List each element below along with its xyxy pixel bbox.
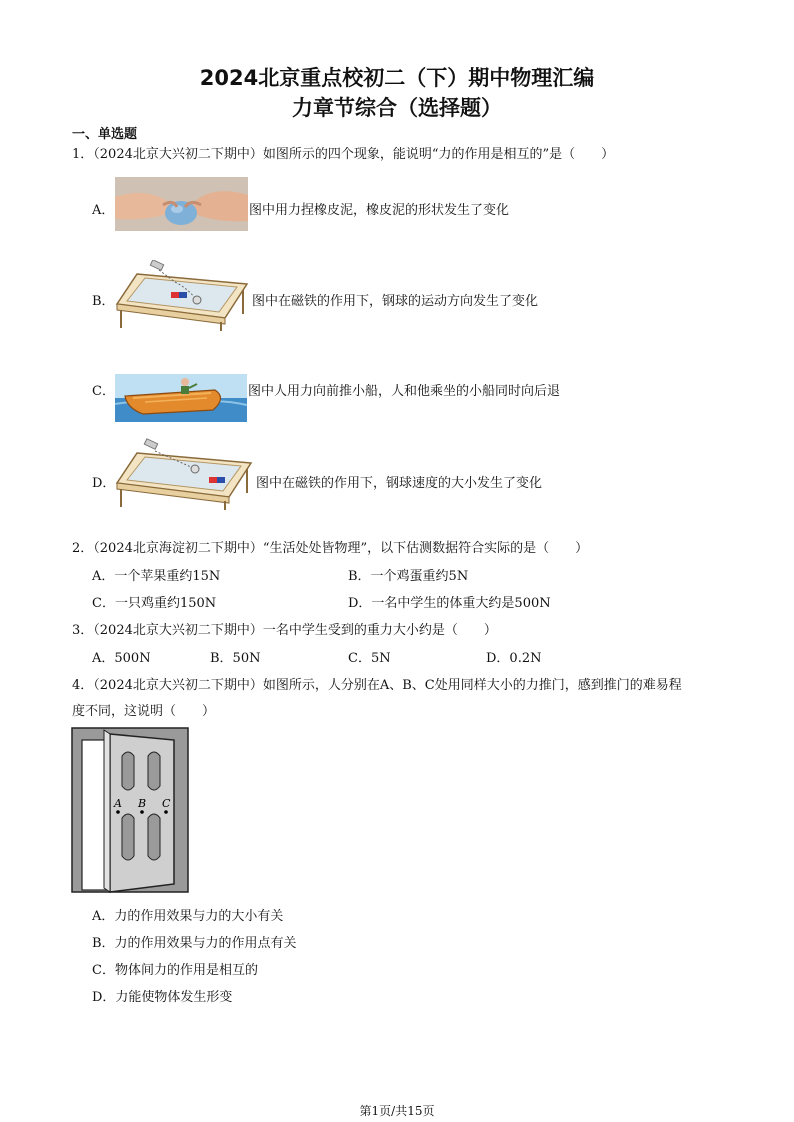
boat-push-image <box>115 374 247 422</box>
q3-option-a: A．500N <box>92 651 151 666</box>
q1-option-d-text: 图中在磁铁的作用下，钢球速度的大小发生了变化 <box>256 476 543 491</box>
q4-option-d: D．力能使物体发生形变 <box>92 990 233 1005</box>
q2-option-d: D．一名中学生的体重大约是500N <box>348 596 551 611</box>
q1-option-c-label: C． <box>92 384 115 399</box>
question-1-stem: 1．（2024北京大兴初二下期中）如图所示的四个现象，能说明“力的作用是相互的”是（ ） <box>72 147 615 162</box>
door-label-a: A <box>114 797 122 810</box>
q3-option-d: D．0.2N <box>486 651 542 666</box>
door-label-b: B <box>138 797 147 810</box>
page-subtitle: 力章节综合（选择题） <box>292 96 502 120</box>
q2-option-b: B．一个鸡蛋重约5N <box>348 569 469 584</box>
section-heading: 一、单选题 <box>72 127 138 142</box>
q4-option-a: A．力的作用效果与力的大小有关 <box>92 909 284 924</box>
q4-option-b: B．力的作用效果与力的作用点有关 <box>92 936 297 951</box>
question-4-stem-line1: 4．（2024北京大兴初二下期中）如图所示，人分别在A、B、C处用同样大小的力推门，感到推门的难易程 <box>72 678 682 693</box>
q3-option-c: C．5N <box>348 651 391 666</box>
page-title: 2024北京重点校初二（下）期中物理汇编 <box>199 66 595 90</box>
q1-option-a-label: A． <box>92 203 115 218</box>
magnet-table-image-b <box>115 260 250 332</box>
clay-hands-image <box>115 177 248 231</box>
question-4-stem-line2: 度不同，这说明（ ） <box>72 704 216 719</box>
question-2-stem: 2．（2024北京海淀初二下期中）“生活处处皆物理”，以下估测数据符合实际的是（ ） <box>72 541 589 556</box>
q1-option-b-label: B． <box>92 294 115 309</box>
magnet-table-image-d <box>115 437 255 511</box>
q3-option-b: B．50N <box>210 651 261 666</box>
door-label-c: C <box>162 797 171 810</box>
q2-option-a: A．一个苹果重约15N <box>92 569 221 584</box>
door-diagram <box>70 726 190 894</box>
q2-option-c: C．一只鸡重约150N <box>92 596 217 611</box>
q1-option-b-text: 图中在磁铁的作用下，钢球的运动方向发生了变化 <box>252 294 539 309</box>
question-3-stem: 3．（2024北京大兴初二下期中）一名中学生受到的重力大小约是（ ） <box>72 623 497 638</box>
page-number-footer: 第1页/共15页 <box>359 1104 435 1118</box>
q1-option-c-text: 图中人用力向前推小船，人和他乘坐的小船同时向后退 <box>248 384 561 399</box>
q1-option-d-label: D． <box>92 476 116 491</box>
q4-option-c: C．物体间力的作用是相互的 <box>92 963 258 978</box>
q1-option-a-text: 图中用力捏橡皮泥，橡皮泥的形状发生了变化 <box>249 203 510 218</box>
